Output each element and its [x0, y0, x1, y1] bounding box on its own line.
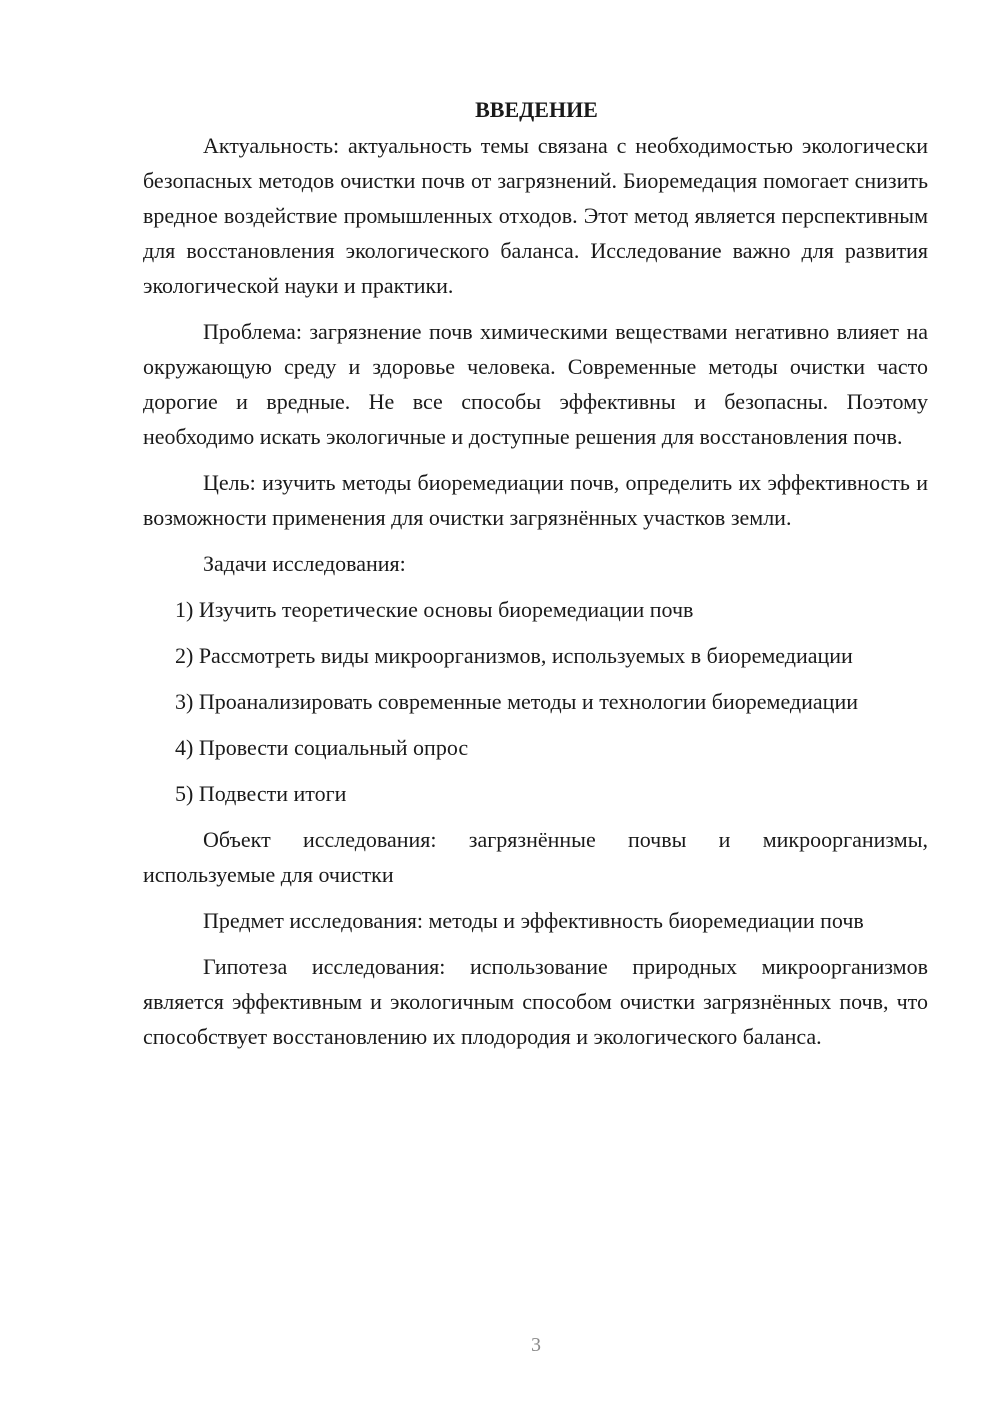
paragraph-relevance: Актуальность: актуальность темы связана с необходимостью экологически безопасных методов очистки почв от загрязнений. Биоремедация помогает снизить вредное воздействие промышленных отходов. Этот метод является перспективным для восстановления экологического баланса. Исследование важно для развития экологической науки и практики. [143, 133, 928, 298]
tasks-title: Задачи исследования: [203, 551, 406, 576]
paragraph-object: Объект исследования: загрязнённые почвы и микроорганизмы, используемые для очистки [143, 827, 928, 887]
paragraph-problem: Проблема: загрязнение почв химическими веществами негативно влияет на окружающую среду и здоровье человека. Современные методы очистки часто дорогие и вредные. Не все способы эффективны и безопасны. Поэтому необходимо искать экологичные и доступные решения для восстановления почв. [143, 319, 928, 449]
paragraph-hypothesis: Гипотеза исследования: использование природных микроорганизмов является эффективным и экологичным способом очистки загрязнённых почв, что способствует восстановлению их плодородия и экологического баланса. [143, 954, 928, 1049]
page-content [143, 92, 928, 1065]
task-item-5: 5) Подвести итоги [175, 781, 347, 806]
section-heading: ВВЕДЕНИЕ [475, 97, 598, 122]
task-item-1: 1) Изучить теоретические основы биоремедиации почв [175, 597, 694, 622]
task-item-4: 4) Провести социальный опрос [175, 735, 469, 760]
page-number: 3 [531, 1334, 541, 1356]
task-item-2: 2) Рассмотреть виды микроорганизмов, используемых в биоремедиации [175, 643, 853, 668]
task-item-3: 3) Проанализировать современные методы и технологии биоремедиации [175, 689, 858, 714]
paragraph-goal: Цель: изучить методы биоремедиации почв, определить их эффективность и возможности применения для очистки загрязнённых участков земли. [143, 470, 928, 530]
paragraph-subject: Предмет исследования: методы и эффективность биоремедиации почв [203, 908, 864, 933]
